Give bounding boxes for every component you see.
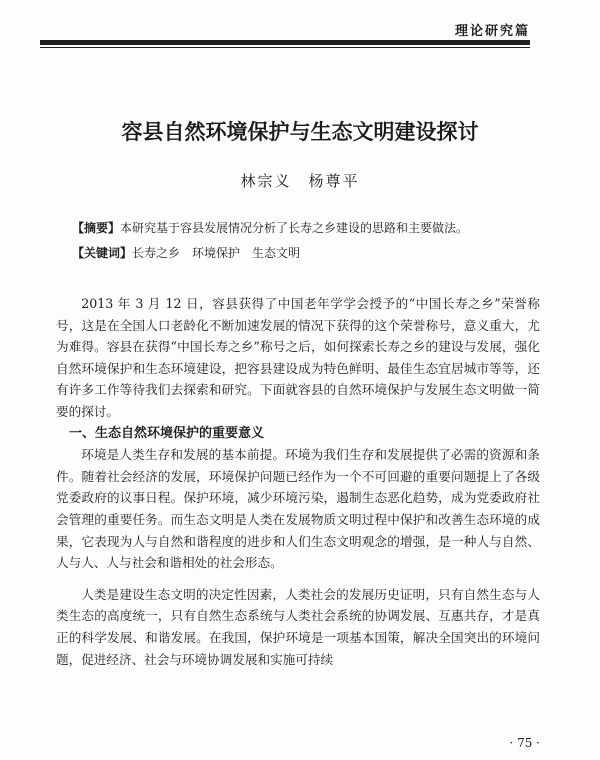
header-rule-thin xyxy=(40,47,530,48)
keywords-text: 长寿之乡 环境保护 生态文明 xyxy=(132,246,301,260)
section-paragraph: 人类是建设生态文明的决定性因素，人类社会的发展历史证明，只有自然生态与人类生态的高度统一，只有自然生态系统与人类社会系统的协调发展、互惠共存，才是真正的科学发展、和谐发展。在我国，保护环境是一项基本国策，解决全国突出的环境问题，促进经济、社会与环境协调发展和实施可持续 xyxy=(56,586,540,667)
keywords-label: 【关键词】 xyxy=(72,246,133,260)
article-title: 容县自然环境保护与生态文明建设探讨 xyxy=(121,120,479,144)
intro-paragraph: 2013 年 3 月 12 日，容县获得了中国老年学学会授予的“中国长寿之乡”荣誉称号，这是在全国人口老龄化不断加速发展的情况下获得的这个荣誉称号，意义重大，尤为难得。容县在获得“中国长寿之乡”称号之后，如何探索长寿之乡的建设与发展，强化自然环境保护和生态环境建设，把容县建设成为特色鲜明、最佳生态宜居城市等等，还有许多工作等待我们去探索和研究。下面就容县的自然环境保护与发展生态文明做一简要的探讨。 xyxy=(56,296,540,419)
header-rule xyxy=(40,40,530,45)
article-authors: 林宗义 杨尊平 xyxy=(240,172,360,190)
page-number: · 75 · xyxy=(509,736,540,750)
abstract-text: 本研究基于容县发展情况分析了长寿之乡建设的思路和主要做法。 xyxy=(120,221,469,235)
section-tag: 理论研究篇 xyxy=(454,24,530,39)
article-body xyxy=(56,293,540,670)
section-paragraph: 环境是人类生存和发展的基本前提。环境为我们生存和发展提供了必需的资源和条件。随着社会经济的发展，环境保护问题已经作为一个不可回避的重要问题提上了各级党委政府的议事日程。保护环境，减少环境污染，遏制生态恶化趋势，成为党委政府社会管理的重要任务。而生态文明是人类在发展物质文明过程中保护和改善生态环境的成果，它表现为人与自然和谐程度的进步和人们生态文明观念的增强，是一种人与自然、人与人、人与社会和谐相处的社会形态。 xyxy=(56,447,540,571)
keywords xyxy=(72,243,542,263)
section-heading: 一、生态自然环境保护的重要意义 xyxy=(69,425,265,441)
abstract xyxy=(72,218,542,238)
abstract-label: 【摘要】 xyxy=(72,221,121,235)
